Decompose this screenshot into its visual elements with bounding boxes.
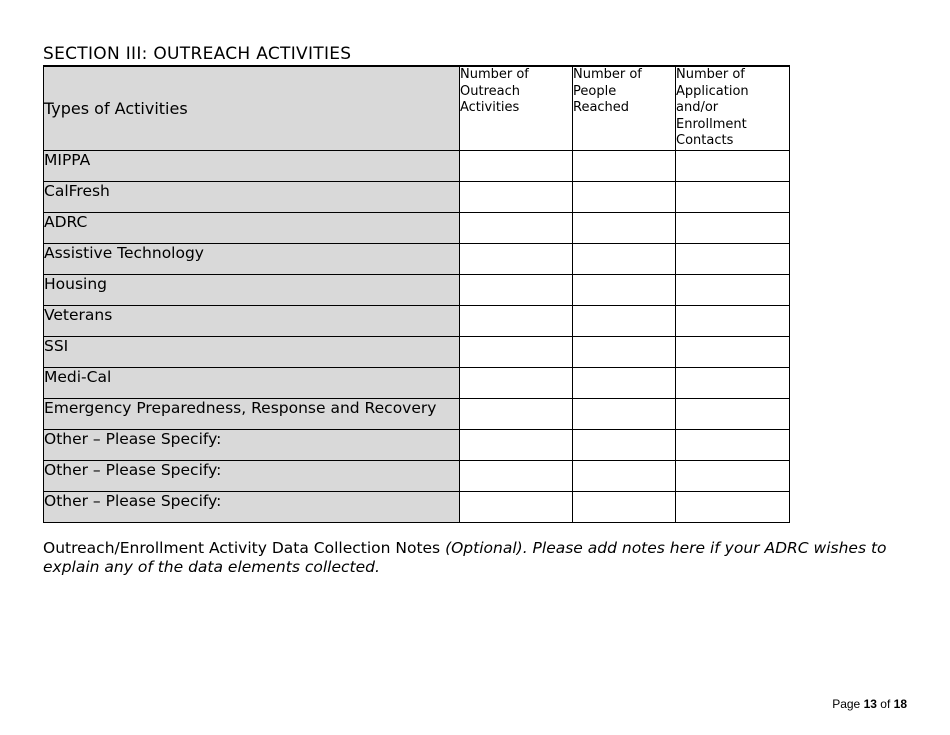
people-reached-cell[interactable] [573, 461, 676, 492]
notes-lead-text: Outreach/Enrollment Activity Data Collection Notes [43, 539, 446, 557]
people-reached-cell[interactable] [573, 151, 676, 182]
application-contacts-cell[interactable] [676, 213, 790, 244]
outreach-count-cell[interactable] [460, 399, 573, 430]
activity-type-label: Medi-Cal [44, 368, 460, 399]
outreach-count-cell[interactable] [460, 306, 573, 337]
outreach-count-cell[interactable] [460, 213, 573, 244]
application-contacts-cell[interactable] [676, 182, 790, 213]
activity-type-label: Other – Please Specify: [44, 430, 460, 461]
table-body [44, 151, 790, 523]
people-reached-cell[interactable] [573, 430, 676, 461]
table-row [44, 461, 790, 492]
application-contacts-cell[interactable] [676, 306, 790, 337]
outreach-count-cell[interactable] [460, 151, 573, 182]
activity-type-label: Other – Please Specify: [44, 461, 460, 492]
header-number-of-people-reached: Number of People Reached [573, 66, 676, 151]
application-contacts-cell[interactable] [676, 151, 790, 182]
of-word: of [880, 697, 891, 711]
activity-type-label: CalFresh [44, 182, 460, 213]
table-row [44, 492, 790, 523]
outreach-count-cell[interactable] [460, 275, 573, 306]
table-row [44, 306, 790, 337]
application-contacts-cell[interactable] [676, 430, 790, 461]
application-contacts-cell[interactable] [676, 368, 790, 399]
table-row [44, 213, 790, 244]
activity-type-label: MIPPA [44, 151, 460, 182]
application-contacts-cell[interactable] [676, 399, 790, 430]
outreach-count-cell[interactable] [460, 244, 573, 275]
application-contacts-cell[interactable] [676, 244, 790, 275]
people-reached-cell[interactable] [573, 399, 676, 430]
header-types-of-activities: Types of Activities [44, 66, 460, 151]
total-pages: 18 [893, 697, 907, 711]
people-reached-cell[interactable] [573, 368, 676, 399]
outreach-count-cell[interactable] [460, 430, 573, 461]
table-header-row [44, 66, 790, 151]
outreach-count-cell[interactable] [460, 492, 573, 523]
data-collection-notes [43, 539, 903, 577]
activity-type-label: Veterans [44, 306, 460, 337]
people-reached-cell[interactable] [573, 337, 676, 368]
activity-type-label: SSI [44, 337, 460, 368]
table-row [44, 368, 790, 399]
people-reached-cell[interactable] [573, 492, 676, 523]
table-row [44, 244, 790, 275]
table-row [44, 430, 790, 461]
header-number-of-application-contacts: Number of Application and/or Enrollment Contacts [676, 66, 790, 151]
outreach-activities-table [43, 65, 790, 523]
outreach-count-cell[interactable] [460, 461, 573, 492]
activity-type-label: ADRC [44, 213, 460, 244]
table-row [44, 182, 790, 213]
outreach-count-cell[interactable] [460, 368, 573, 399]
outreach-count-cell[interactable] [460, 182, 573, 213]
page-number [832, 697, 907, 711]
people-reached-cell[interactable] [573, 306, 676, 337]
application-contacts-cell[interactable] [676, 337, 790, 368]
current-page: 13 [863, 697, 877, 711]
application-contacts-cell[interactable] [676, 275, 790, 306]
section-title: SECTION III: OUTREACH ACTIVITIES [43, 44, 352, 64]
people-reached-cell[interactable] [573, 275, 676, 306]
page-word: Page [832, 697, 861, 711]
application-contacts-cell[interactable] [676, 461, 790, 492]
activity-type-label: Emergency Preparedness, Response and Recovery [44, 399, 460, 430]
people-reached-cell[interactable] [573, 244, 676, 275]
people-reached-cell[interactable] [573, 213, 676, 244]
table-row [44, 337, 790, 368]
application-contacts-cell[interactable] [676, 492, 790, 523]
table-row [44, 399, 790, 430]
notes-optional-text: (Optional). Please add notes here if your ADRC wishes to explain any of the data elements collected. [43, 539, 887, 576]
activity-type-label: Assistive Technology [44, 244, 460, 275]
activity-type-label: Housing [44, 275, 460, 306]
table-row [44, 151, 790, 182]
activity-type-label: Other – Please Specify: [44, 492, 460, 523]
people-reached-cell[interactable] [573, 182, 676, 213]
header-number-of-outreach-activities: Number of Outreach Activities [460, 66, 573, 151]
table-row [44, 275, 790, 306]
outreach-count-cell[interactable] [460, 337, 573, 368]
